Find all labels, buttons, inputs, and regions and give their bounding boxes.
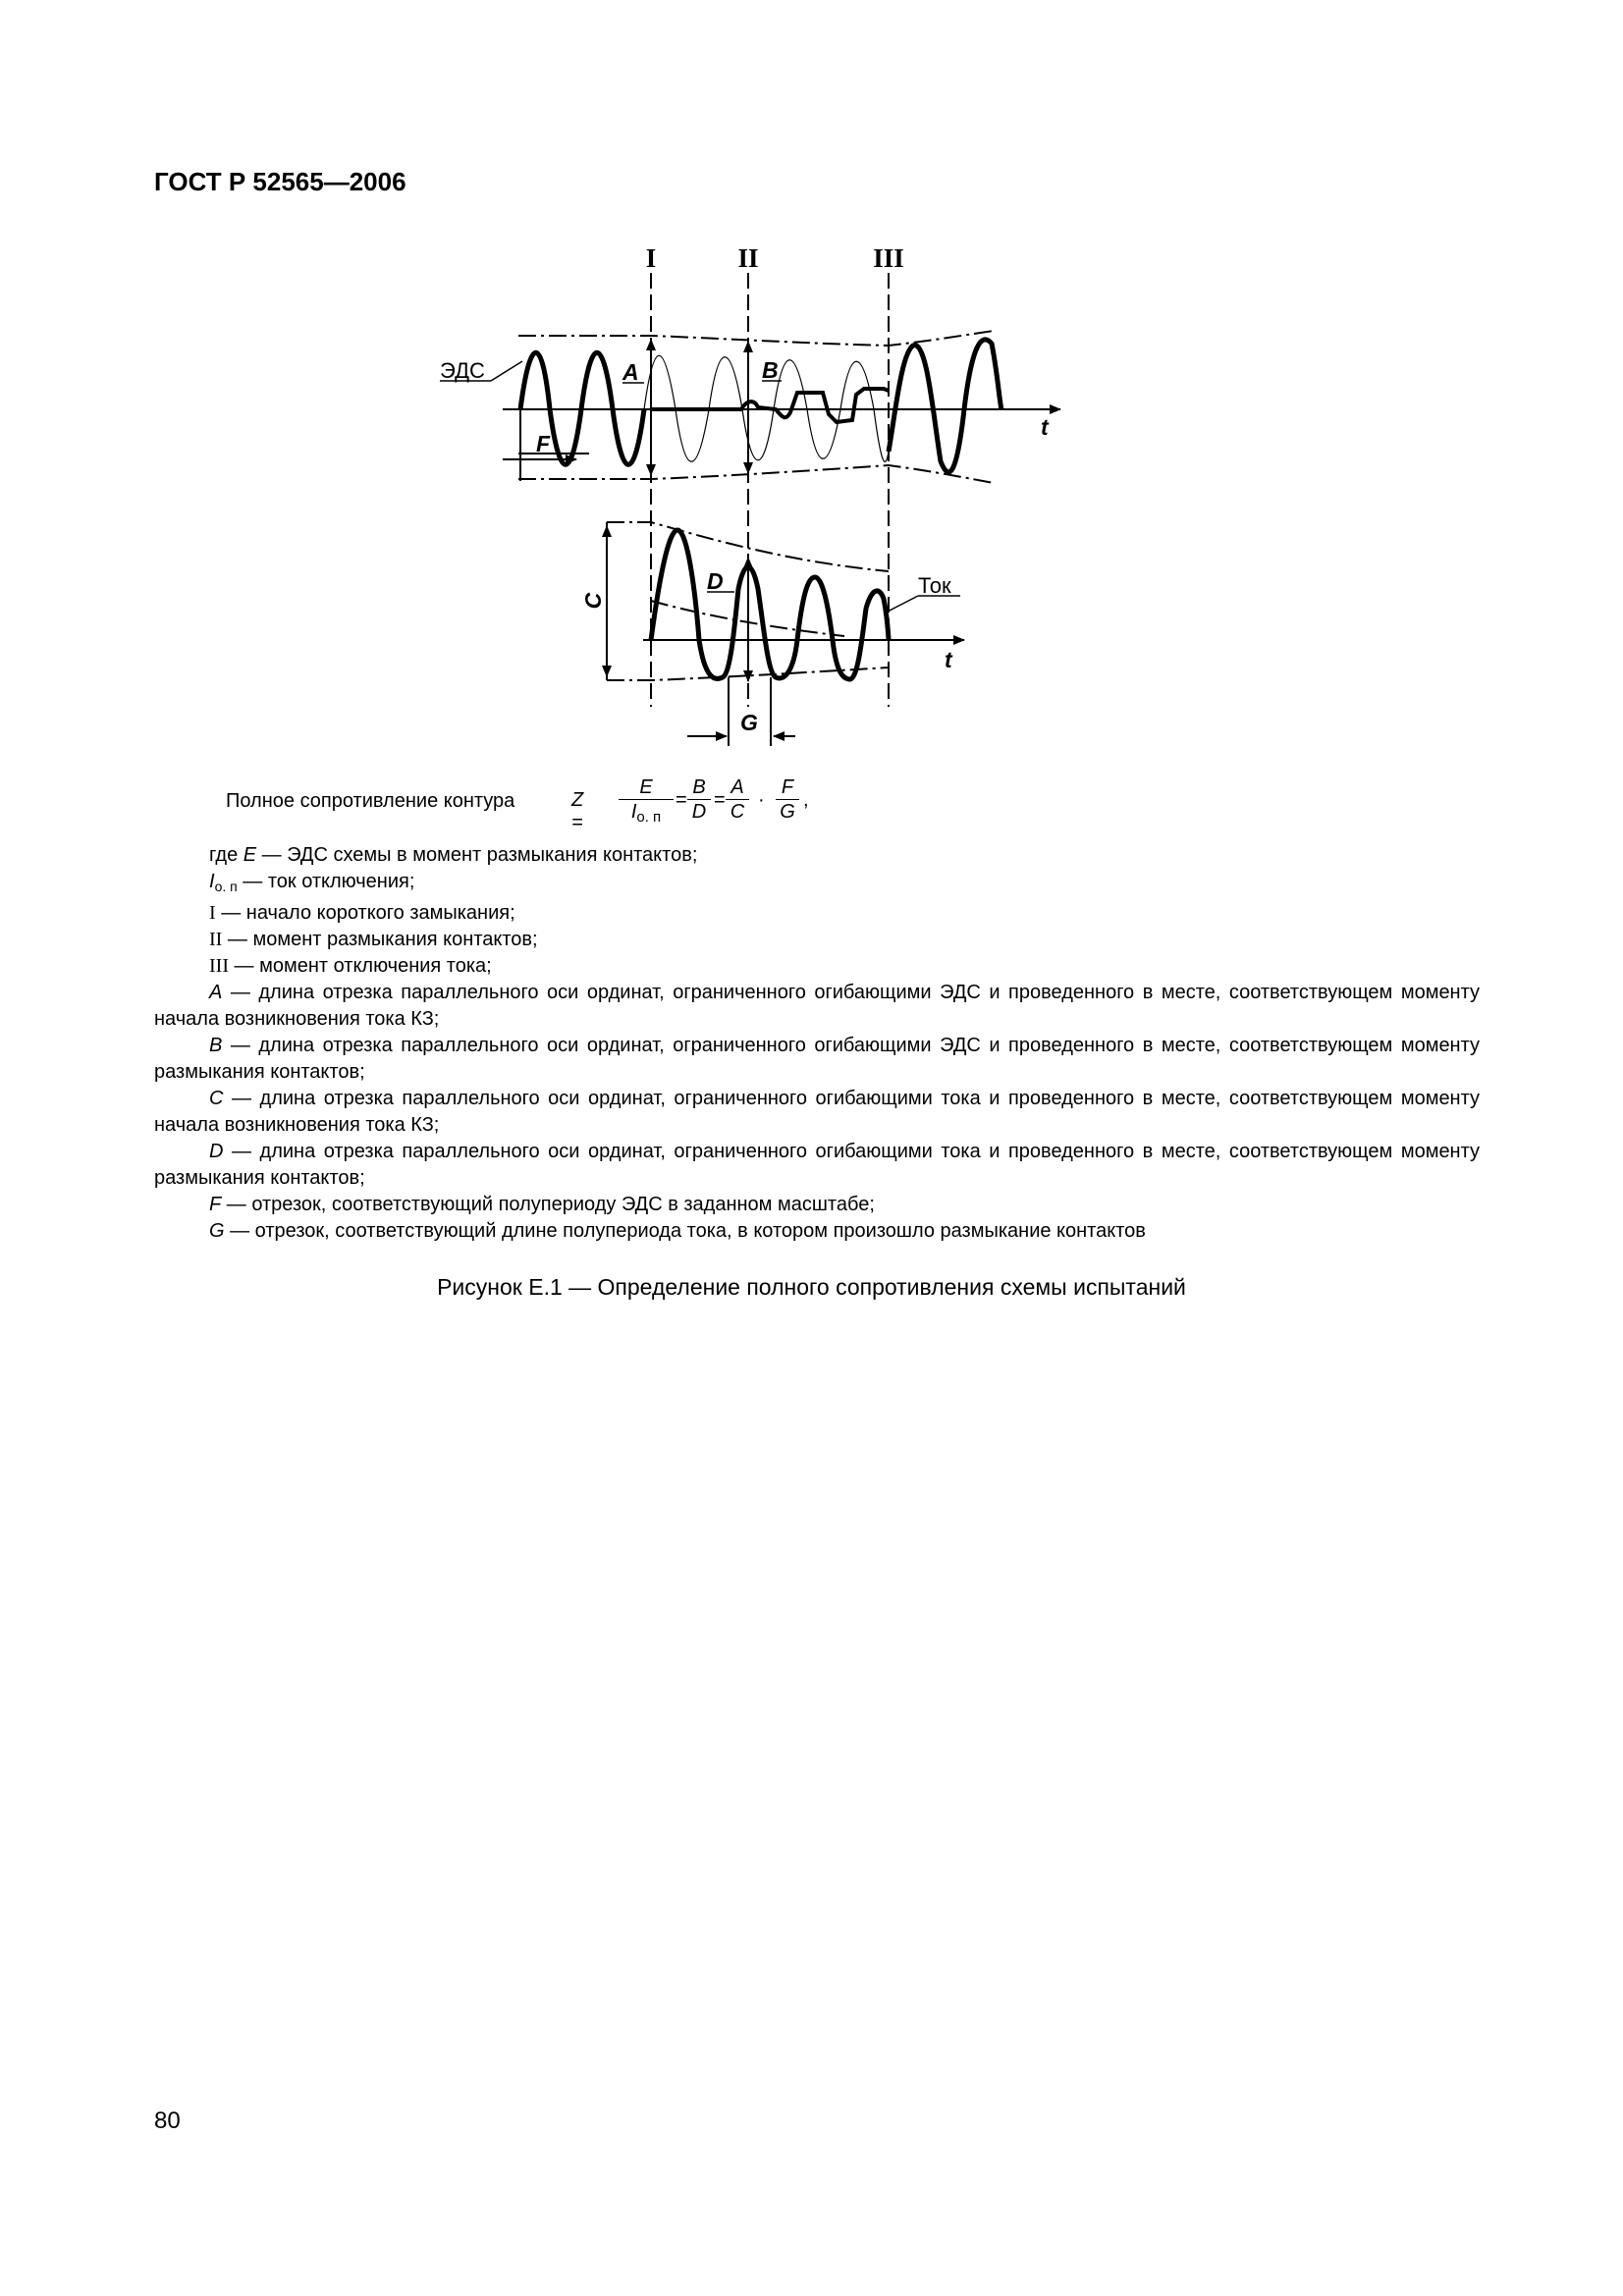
emf-label-leader — [491, 361, 522, 381]
emf-lower-envelope — [518, 465, 994, 483]
formula-z: Z = — [571, 789, 584, 833]
emf-upper-envelope — [518, 331, 994, 346]
definition-f-text: — отрезок, соответствующий полупериоду ЭДС в заданном масштабе; — [221, 1194, 875, 1215]
definition-d-text: — длина отрезка параллельного оси ординат, ограниченного огибающими тока и проведенного в месте, соответствующем моменту размыкания контактов; — [154, 1141, 1480, 1189]
definition-e-symbol: E — [243, 844, 257, 866]
page-number: 80 — [154, 2108, 181, 2134]
fraction-f-over-g — [776, 775, 799, 824]
definition-marker-ii-symbol: II — [209, 929, 223, 950]
definition-b-symbol: B — [209, 1035, 223, 1056]
definition-i — [154, 869, 1480, 900]
fraction-e-num: E — [619, 775, 674, 800]
time-label-top: t — [1041, 414, 1049, 440]
impedance-figure — [0, 0, 1623, 766]
definition-marker-iii-symbol: III — [209, 955, 229, 977]
definition-marker-ii-text: — момент размыкания контактов; — [222, 929, 538, 950]
definition-g — [154, 1218, 1480, 1245]
segment-g-label: G — [740, 710, 758, 735]
definition-d-symbol: D — [209, 1141, 224, 1162]
fraction-i-sub: о. п — [636, 809, 662, 826]
definition-i-text: — ток отключения; — [237, 871, 415, 892]
segment-a-label: A — [622, 359, 639, 385]
definition-g-symbol: G — [209, 1220, 225, 1242]
definition-a-text: — длина отрезка параллельного оси ординат, ограниченного огибающими ЭДС и проведенного в месте, соответствующем моменту начала возникновения тока КЗ; — [154, 982, 1480, 1030]
definition-f — [154, 1192, 1480, 1218]
fraction-i-den — [619, 800, 674, 829]
fraction-c-den: C — [730, 801, 745, 823]
definition-f-symbol: F — [209, 1194, 222, 1215]
definition-marker-iii — [154, 953, 1480, 980]
fraction-a-num: A — [726, 775, 749, 800]
fraction-b-num: B — [687, 775, 711, 800]
time-label-bottom: t — [945, 647, 952, 672]
fraction-g-den: G — [780, 801, 795, 823]
fraction-a-over-c — [726, 775, 749, 824]
definition-marker-iii-text: — момент отключения тока; — [228, 955, 492, 977]
definition-marker-i-symbol: I — [209, 902, 216, 924]
fraction-f-num: F — [776, 775, 799, 800]
segment-b-label: B — [762, 357, 779, 383]
segment-d-label: D — [707, 568, 724, 594]
definition-marker-ii — [154, 927, 1480, 953]
emf-label: ЭДС — [440, 358, 485, 383]
definitions-list — [154, 842, 1480, 1245]
current-label: Ток — [918, 573, 951, 598]
marker-label-ii: II — [737, 243, 759, 273]
formula-dot: · — [758, 789, 765, 811]
definition-marker-i-text: — начало короткого замыкания; — [215, 902, 515, 924]
definition-e — [154, 842, 1480, 869]
definition-i-symbol: I — [209, 871, 215, 892]
definition-c-symbol: C — [209, 1088, 224, 1109]
fraction-b-over-d — [687, 775, 711, 824]
definition-b-text: — длина отрезка параллельного оси ординат, ограниченного огибающими ЭДС и проведенного в месте, соответствующем моменту размыкания контактов; — [154, 1035, 1480, 1083]
definition-marker-i — [154, 900, 1480, 927]
definition-a — [154, 980, 1480, 1033]
formula-label: Полное сопротивление контура — [226, 790, 515, 812]
formula-eq1: = — [676, 789, 687, 811]
fraction-e-over-i — [619, 775, 674, 829]
formula-comma: , — [803, 789, 809, 811]
definition-g-text: — отрезок, соответствующий длине полупериода тока, в котором произошло размыкание контактов — [224, 1220, 1146, 1242]
definition-a-symbol: A — [209, 982, 223, 1003]
fraction-d-den: D — [691, 801, 707, 823]
figure-caption: Рисунок Е.1 — Определение полного сопротивления схемы испытаний — [437, 1274, 1186, 1300]
marker-label-i: I — [645, 243, 657, 273]
definition-c-text: — длина отрезка параллельного оси ординат, ограниченного огибающими тока и проведенного в месте, соответствующем моменту начала возникновения тока КЗ; — [154, 1088, 1480, 1136]
emf-waveform-after — [889, 340, 1001, 472]
definition-e-prefix: где — [209, 844, 243, 866]
definition-i-sub: о. п — [214, 879, 238, 894]
definition-b — [154, 1033, 1480, 1086]
segment-c-label: C — [580, 592, 606, 610]
marker-label-iii: III — [873, 243, 904, 273]
formula-eq2: = — [714, 789, 726, 811]
document-header: ГОСТ Р 52565—2006 — [154, 167, 406, 196]
definition-d — [154, 1139, 1480, 1192]
definition-c — [154, 1086, 1480, 1139]
arc-voltage-trace — [651, 389, 889, 422]
segment-f-label: F — [536, 431, 551, 456]
definition-e-text: — ЭДС схемы в момент размыкания контактов; — [256, 844, 698, 866]
fraction-i-main: I — [630, 801, 637, 823]
